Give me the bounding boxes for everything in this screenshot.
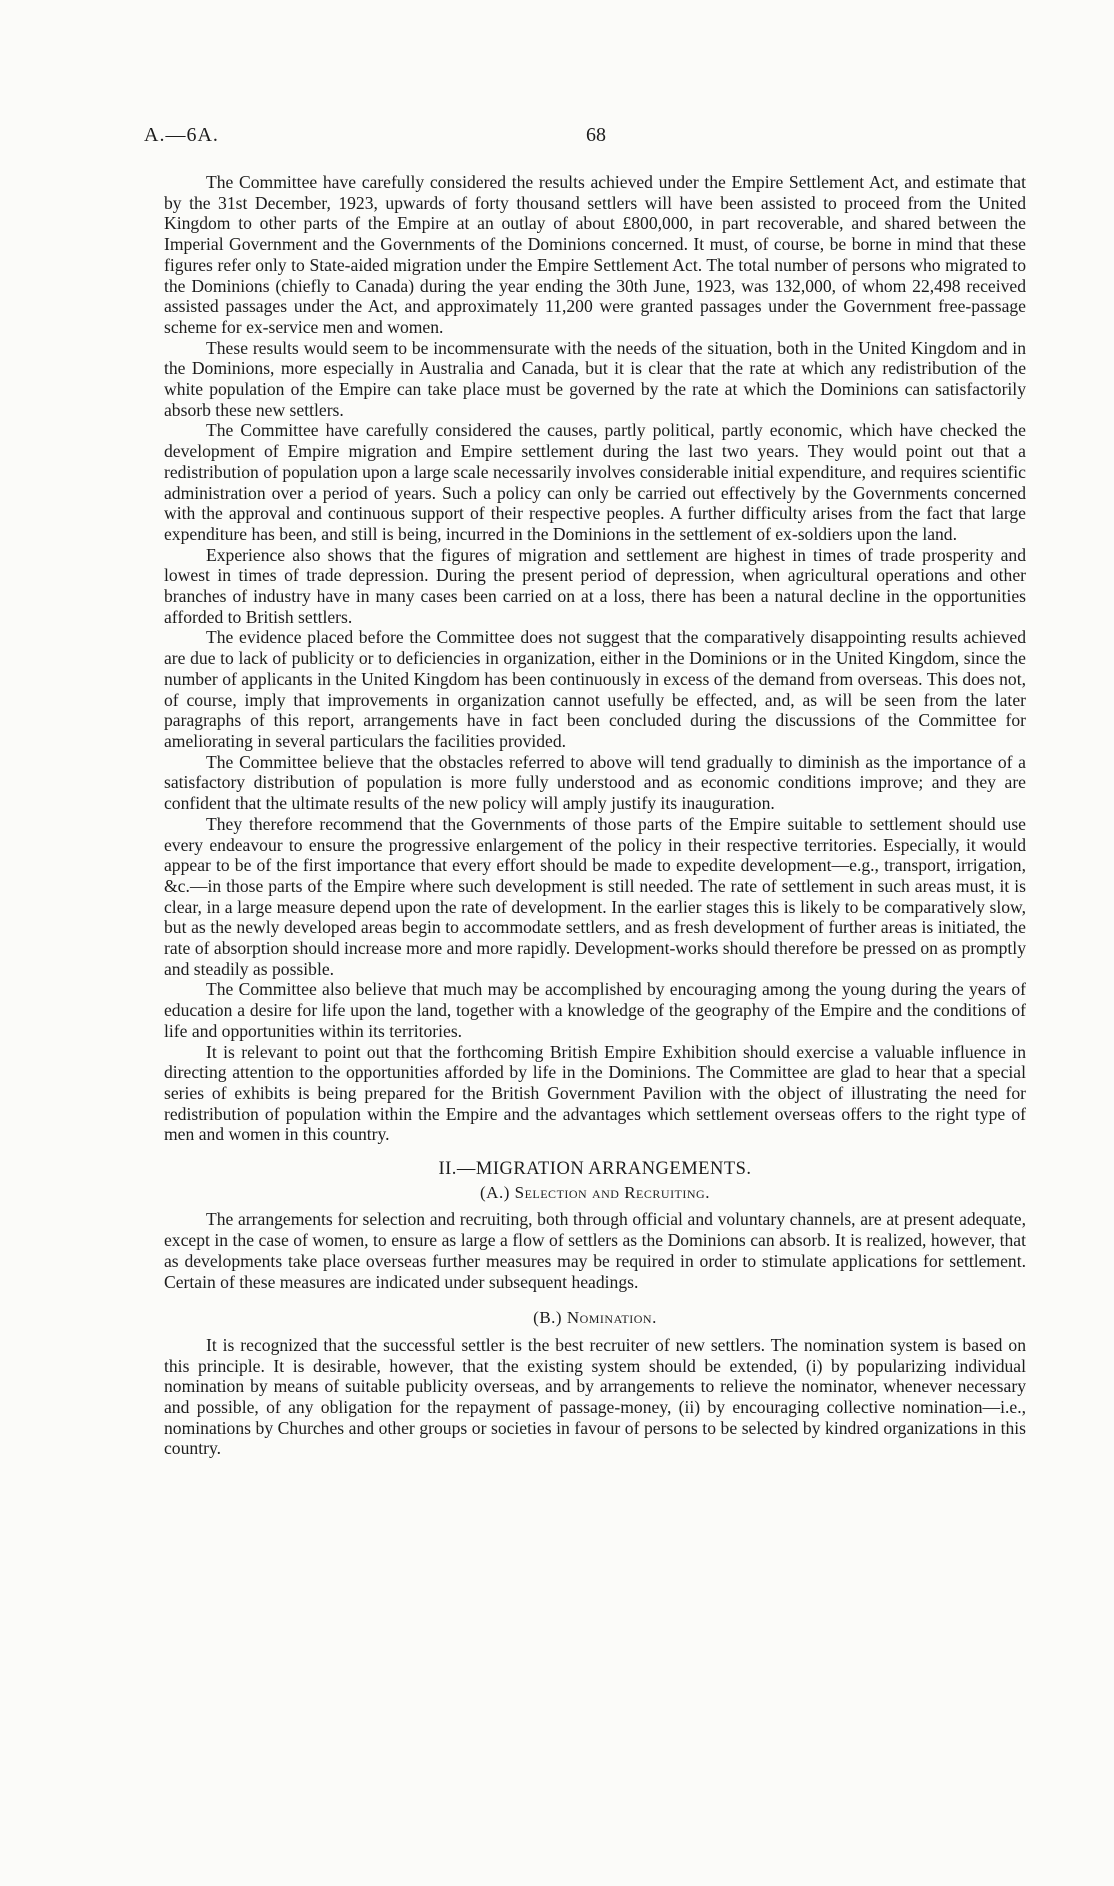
paragraph-selection: The arrangements for selection and recruiting, both through official and voluntary channels, are at present adequate, except in the case of women, to ensure as large a flow of settlers as the Dominions can absorb. It is realized, however, that as developments take place overseas further measures may be required in order to stimulate applications for settlement. Certain of these measures are indicated under subsequent headings. <box>164 1209 1026 1292</box>
section-heading: II.—MIGRATION ARRANGEMENTS. <box>438 1159 752 1180</box>
paragraph: The Committee have carefully considered the causes, partly political, partly economic, which have checked the development of Empire migration and Empire settlement during the last two years. They would point out that a redistribution of population upon a large scale necessarily involves considerable initial expenditure, and requires scientific administration over a period of years. Such a policy can only be carried out effectively by the Governments concerned with the approval and continuous support of their respective peoples. A further difficulty arises from the fact that large expenditure has been, and still is being, incurred in the Dominions in the settlement of ex-soldiers upon the land. <box>164 420 1026 544</box>
paragraph: They therefore recommend that the Governments of those parts of the Empire suitable to settlement should use every endeavour to ensure the progressive enlargement of the policy in their respective territories. Especially, it would appear to be of the first importance that every effort should be made to expedite development—e.g., transport, irrigation, &c.—in those parts of the Empire where such development is still needed. The rate of settlement in such areas must, it is clear, in a large measure depend upon the rate of development. In the earlier stages this is likely to be comparatively slow, but as the newly developed areas begin to accommodate settlers, and as fresh development of further areas is initiated, the rate of absorption should increase more and more rapidly. Development-works should therefore be pressed on as promptly and steadily as possible. <box>164 813 1026 979</box>
page-number: 68 <box>586 124 606 146</box>
paragraph: The evidence placed before the Committee does not suggest that the comparatively disappointing results achieved are due to lack of publicity or to deficiencies in organization, either in the Dominions or in the United Kingdom, since the number of applicants in the United Kingdom has been continuously in excess of the demand from overseas. This does not, of course, imply that improvements in organization cannot usefully be effected, and, as will be seen from the later paragraphs of this report, arrangements have in fact been concluded during the discussions of the Committee for ameliorating in several particulars the facilities provided. <box>164 627 1026 751</box>
document-body <box>164 172 1026 1459</box>
paragraph: The Committee have carefully considered the results achieved under the Empire Settlement Act, and estimate that by the 31st December, 1923, upwards of forty thousand settlers will have been assisted to proceed from the United Kingdom to other parts of the Empire at an outlay of about £800,000, in part recoverable, and shared between the Imperial Government and the Governments of the Dominions concerned. It must, of course, be borne in mind that these figures refer only to State-aided migration under the Empire Settlement Act. The total number of persons who migrated to the Dominions (chiefly to Canada) during the year ending the 30th June, 1923, was 132,000, of whom 22,498 received assisted passages under the Act, and approximately 11,200 were granted passages under the Government free-passage scheme for ex-service men and women. <box>164 172 1026 337</box>
paragraph: It is relevant to point out that the forthcoming British Empire Exhibition should exercise a valuable influence in directing attention to the opportunities afforded by life in the Dominions. The Committee are glad to hear that a special series of exhibits is being prepared for the British Government Pavilion with the object of illustrating the need for redistribution of population within the Empire and the advantages which settlement overseas offers to the right type of men and women in this country. <box>164 1041 1026 1145</box>
subsection-heading-selection: (A.) Selection and Recruiting. <box>480 1182 710 1202</box>
paragraph: Experience also shows that the figures of migration and settlement are highest in times of trade prosperity and lowest in times of trade depression. During the present period of depression, when agricultural operations and other branches of industry have in many cases been carried on at a loss, there has been a natural decline in the opportunities afforded to British settlers. <box>164 544 1026 627</box>
paragraph-nomination: It is recognized that the successful settler is the best recruiter of new settlers. The nomination system is based on this principle. It is desirable, however, that the existing system should be extended, (i) by popularizing individual nomination by means of suitable publicity overseas, and by arrangements to relieve the nominator, whenever necessary and possible, of any obligation for the repayment of passage-money, (ii) by encouraging collective nomination—i.e., nominations by Churches and other groups or societies in favour of persons to be selected by kindred organizations in this country. <box>164 1334 1026 1459</box>
subsection-heading-nomination: (B.) Nomination. <box>533 1308 657 1328</box>
paragraph: The Committee also believe that much may be accomplished by encouraging among the young during the years of education a desire for life upon the land, together with a knowledge of the geography of the Empire and the conditions of life and opportunities within its territories. <box>164 979 1026 1041</box>
paragraph: The Committee believe that the obstacles referred to above will tend gradually to diminish as the importance of a satisfactory distribution of population is more fully understood and as economic conditions improve; and they are confident that the ultimate results of the new policy will amply justify its inauguration. <box>164 751 1026 814</box>
paragraph: These results would seem to be incommensurate with the needs of the situation, both in the United Kingdom and in the Dominions, more especially in Australia and Canada, but it is clear that the rate at which any redistribution of the white population of the Empire can take place must be governed by the rate at which the Dominions can satisfactorily absorb these new settlers. <box>164 337 1026 420</box>
document-reference: A.—6A. <box>144 124 219 146</box>
